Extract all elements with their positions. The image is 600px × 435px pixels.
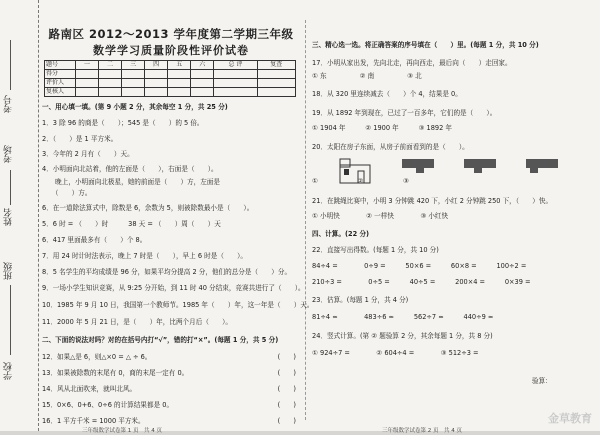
name-line: [10, 170, 11, 205]
score-row: [45, 69, 296, 78]
exam-no-line: [10, 40, 11, 90]
answer-paren: ( ): [277, 417, 296, 425]
score-header-cell: 四: [145, 60, 168, 69]
question-line: 9．一场小学生知识竞赛，从 9:25 分开始，到 11 时 40 分结束，竞赛共进行了（ ）。: [42, 284, 305, 292]
question-line: 22．直接写出得数。(每题 1 分，共 10 分): [312, 246, 439, 254]
score-row-label: 复核人: [45, 87, 76, 96]
question-line: 14．风从北面吹来，就叫北风。: [42, 385, 137, 393]
question-line: 24．竖式计算。(第 ② 题验算 2 分，其余每题 1 分，共 8 分): [312, 332, 493, 340]
score-row: [45, 87, 296, 96]
question-line: （ ）方。: [42, 189, 92, 197]
score-row-label: 评价人: [45, 78, 76, 87]
school-label: 学校: [4, 362, 14, 380]
question-line: 2．（ ）是 1 平方米。: [42, 135, 118, 143]
score-table-header: [45, 60, 296, 69]
score-header-cell: 三: [122, 60, 145, 69]
check-label: 验算：: [532, 377, 552, 385]
answer-paren: ( ): [277, 369, 296, 377]
score-header-cell: 二: [99, 60, 122, 69]
page-divider: [305, 20, 306, 420]
name-label: 姓名: [4, 208, 14, 226]
score-header-cell: 复查: [257, 60, 295, 69]
answer-paren: ( ): [277, 401, 296, 409]
question-line: 5．6 时 = （ ）时 38 天 = （ ）周（ ）天: [42, 220, 221, 228]
question-line: 三、精心选一选。将正确答案的序号填在（ ）里。(每题 1 分，共 10 分): [312, 41, 539, 49]
option-view-1: [400, 157, 436, 175]
question-line: 3．今年的 2 月有（ ）天。: [42, 150, 134, 158]
question-line: ① 1904 年 ② 1900 年 ③ 1892 年: [312, 124, 452, 132]
question-line: 4．小明面向北站着，他的左面是（ ），右面是（ ）。: [42, 165, 218, 173]
score-header-cell: 五: [168, 60, 191, 69]
exam-title-2: 数学学习质量阶段性评价试卷: [93, 43, 249, 57]
question-line: ① 924÷7 = ② 604÷4 = ③ 512÷3 =: [312, 349, 479, 357]
question-line: 一、用心填一填。(第 9 小题 2 分，其余每空 1 分，共 25 分): [42, 103, 228, 111]
option-labels: ① ② ③: [312, 177, 409, 185]
exam-no-label: 考号: [4, 95, 14, 113]
question-line: 19．从 1892 年到现在，已过了一百多年，它们的是（ ）。: [312, 109, 497, 117]
class-line: [10, 285, 11, 355]
watermark: 金草教育: [548, 411, 592, 425]
question-line: 四、计算。(22 分): [312, 230, 370, 238]
question-line: 17．小明从家出发，先向北走，再向西走，最后向（ ）走回家。: [312, 59, 512, 67]
score-header-cell: 总 评: [214, 60, 257, 69]
question-line: 11．2000 年 5 月 21 日，是（ ）年，比两个月后（ ）。: [42, 318, 232, 326]
question-line: 84÷4 = 0÷9 = 50×6 = 60×8 = 100÷2 =: [312, 262, 527, 270]
question-line: 16．1 平方千米 = 1000 平方米。: [42, 417, 145, 425]
question-line: 二、下面的说法对吗？对的在括号内打“√”，错的打“×”。(每题 1 分，共 5 分): [42, 336, 279, 344]
question-line: 81÷4 ≈ 483÷6 ≈ 562÷7 ≈ 440÷9 ≈: [312, 313, 494, 321]
answer-paren: ( ): [277, 353, 296, 361]
question-line: ① 东 ② 南 ③ 北: [312, 72, 422, 80]
question-line: 13．如果被除数的末尾有 0，商的末尾一定有 0。: [42, 369, 189, 377]
question-line: 18．从 320 里连续减去（ ）个 4，结果是 0。: [312, 90, 462, 98]
option-view-3: [524, 157, 560, 175]
answer-paren: ( ): [277, 385, 296, 393]
score-header-cell: 一: [76, 60, 99, 69]
page-footer: 三年级数学试卷第 1 页 共 4 页: [82, 428, 162, 435]
score-row-label: 得分: [45, 69, 76, 78]
score-row: [45, 78, 296, 87]
question-line: 8．5 名学生的平均成绩是 96 分，如果平均分提高 2 分，他们的总分是（ ）分。: [42, 268, 292, 276]
question-line: 210÷3 = 0÷5 = 40÷5 = 200×4 = 0×39 =: [312, 278, 531, 286]
page-left: [42, 27, 314, 435]
question-line: 23．估算。(每题 1 分，共 4 分): [312, 296, 409, 304]
exam-place-label: 考场: [4, 145, 14, 163]
question-line: 7．用 24 时计时法表示，晚上 7 时是（ ），早上 6 时是（ ）。: [42, 252, 247, 260]
question-line: ① 小明快 ② 一样快 ③ 小红快: [312, 212, 449, 220]
score-table: [44, 60, 296, 97]
question-line: 15．0×6、0+6、0÷6 的计算结果都是 0。: [42, 401, 174, 409]
question-line: 6．417 里面最多有（ ）个 8。: [42, 236, 147, 244]
page-footer: 三年级数学试卷第 2 页 共 4 页: [382, 428, 462, 435]
option-view-2: [462, 157, 498, 175]
score-header-cell: 六: [191, 60, 214, 69]
question-line: 20．太阳在房子东面，从房子前面看到的是（ ）。: [312, 143, 469, 151]
score-header-cell: 题号: [45, 60, 76, 69]
class-label: 班级: [4, 262, 14, 280]
question-line: 12．如果△是 6，则△×0 = △ ÷ 6。: [42, 353, 152, 361]
question-line: 6．在一道除法算式中，除数是 6，余数为 5，则被除数最小是（ ）。: [42, 204, 254, 212]
binding-strip: [0, 0, 39, 431]
exam-title-1: 路南区 2012～2013 学年度第二学期三年级: [48, 27, 294, 41]
question-line: 21．在跳绳比赛中，小明 3 分钟跳 420 下，小红 2 分钟跳 250 下，（ ）快。: [312, 197, 553, 205]
page-right: [312, 28, 592, 435]
question-line: 10．1985 年 9 月 10 日，我国第一个教师节。1985 年（ ）年，这一年是（ ）天。: [42, 301, 314, 309]
question-line: 1．3 除 96 的商是（ ）；545 是（ ）的 5 倍。: [42, 119, 204, 127]
question-line: 晚上，小明面向北极星，她的前面是（ ）方，左面是: [42, 178, 221, 186]
